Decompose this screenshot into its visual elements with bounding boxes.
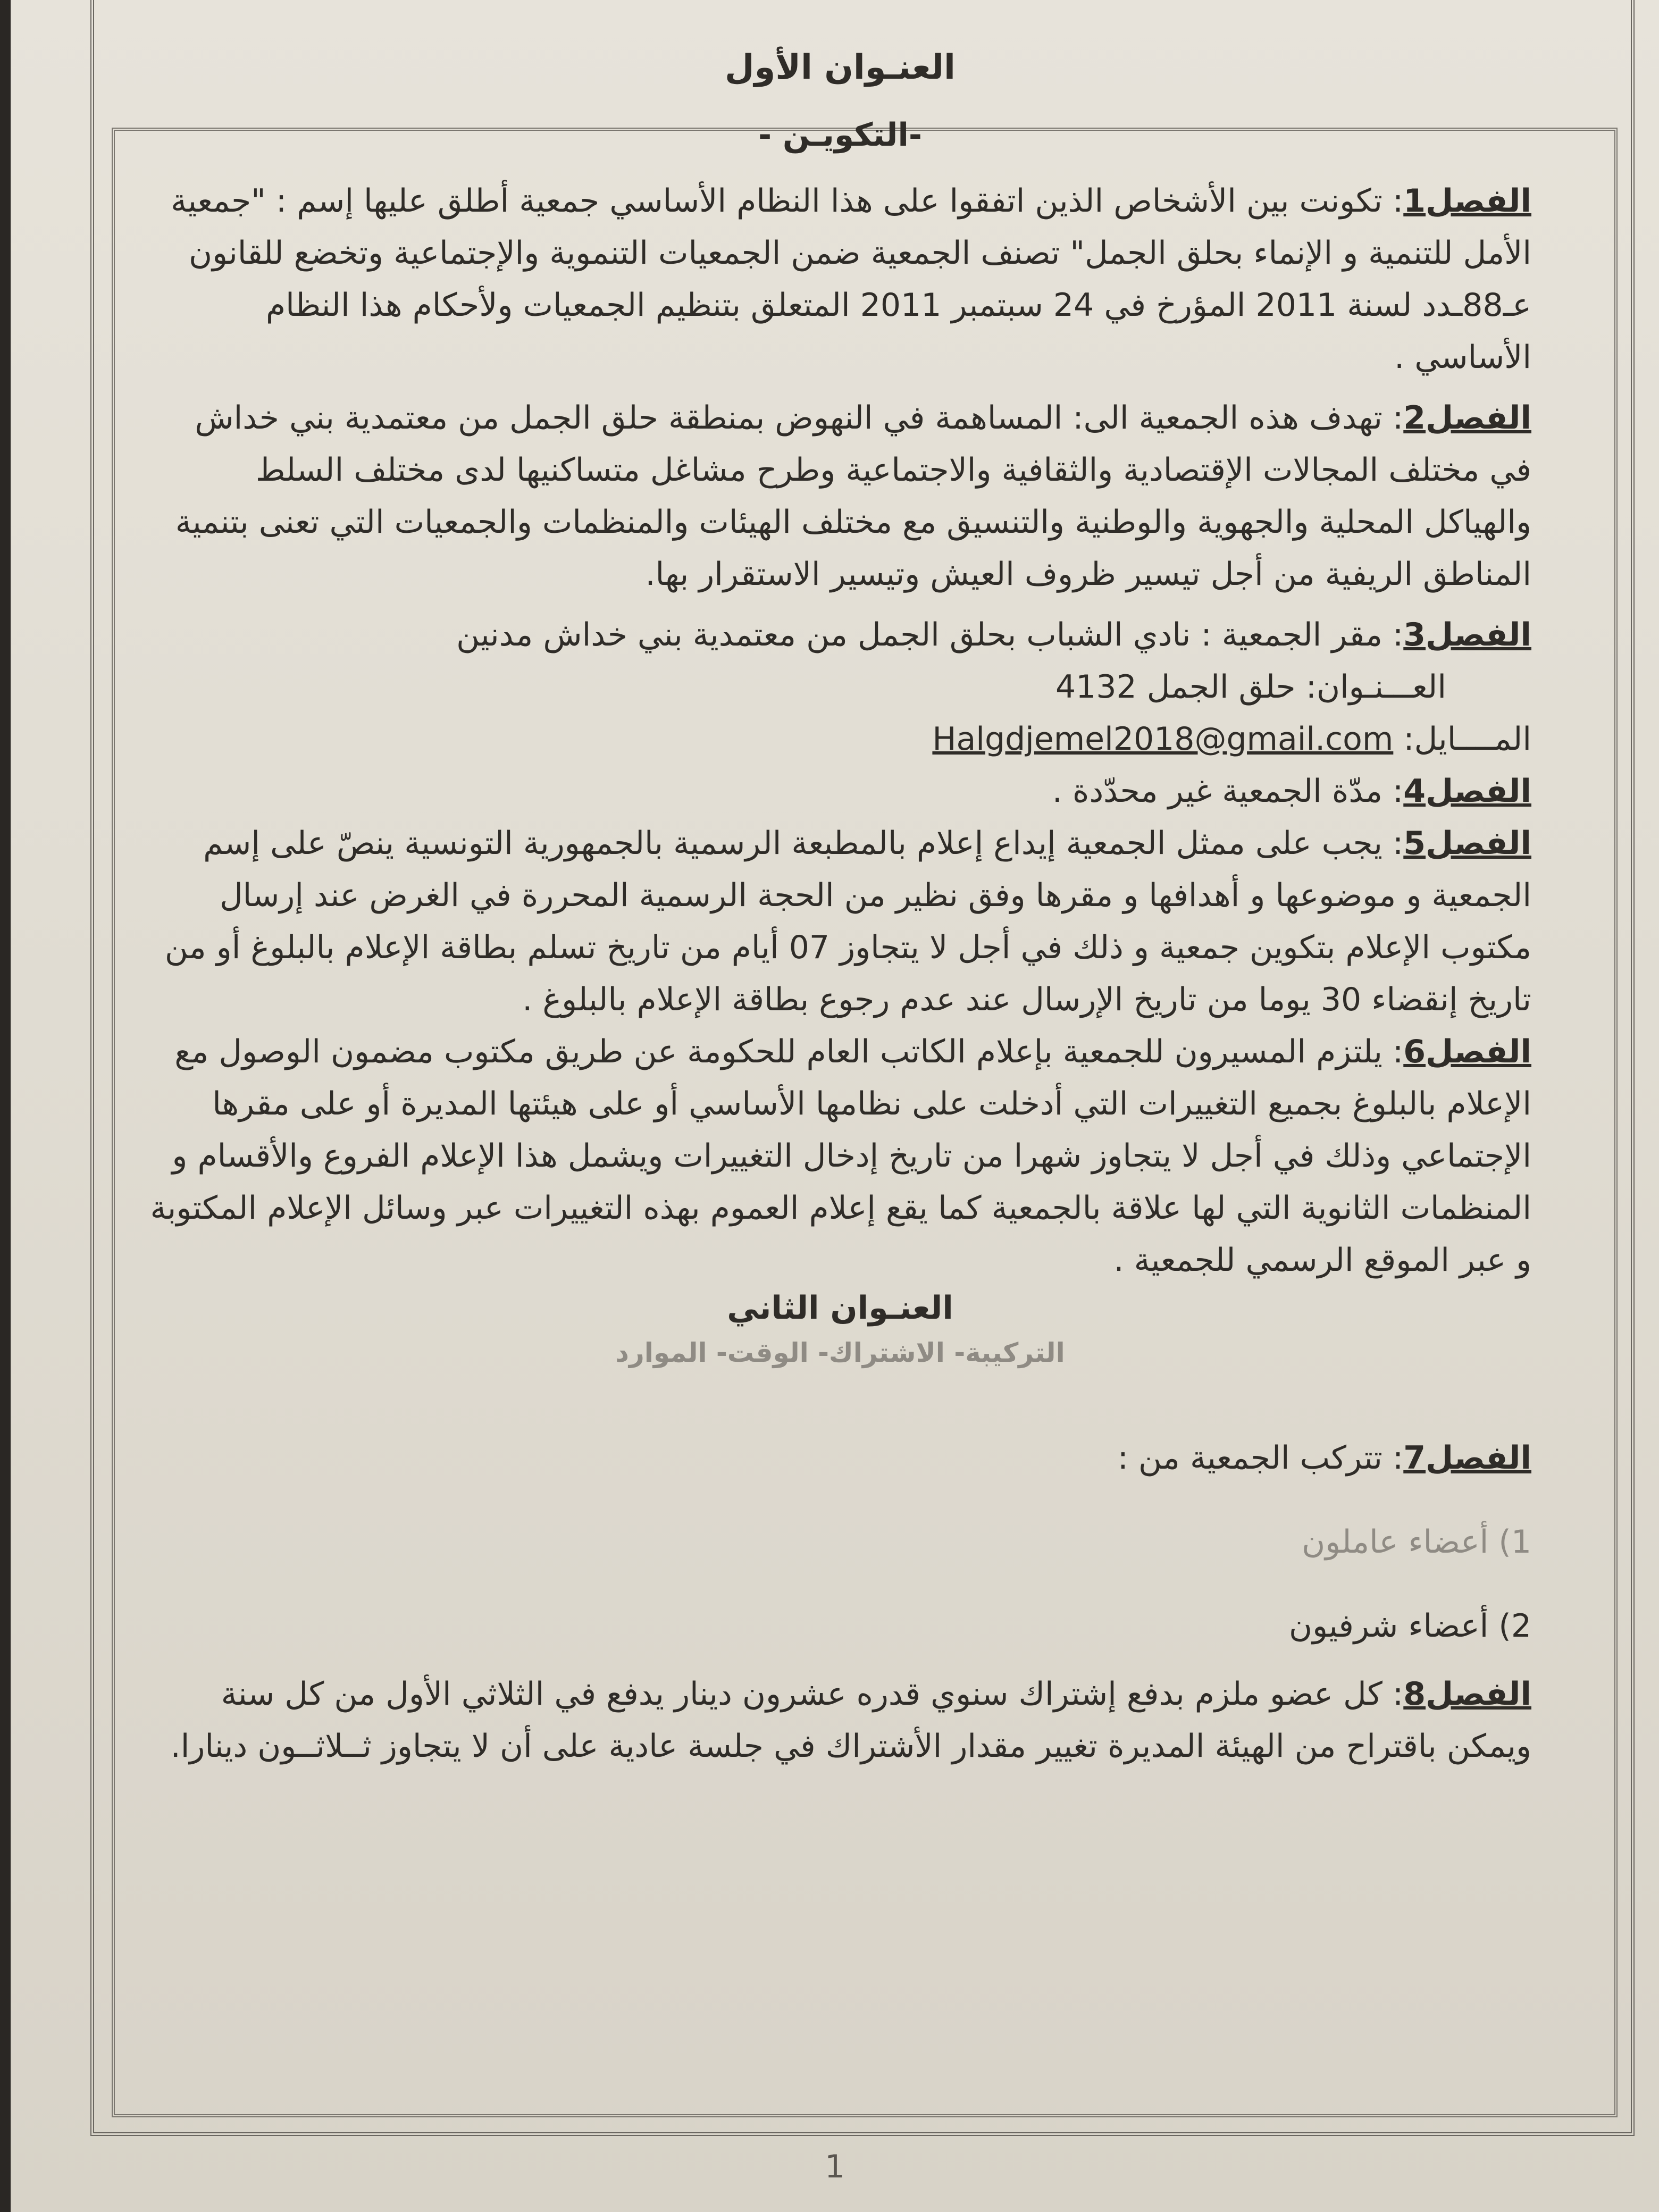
address-line xyxy=(149,661,1531,713)
chapter-text: : تهدف هذه الجمعية الى: المساهمة في النهوض بمنطقة حلق الجمل من معتمدية بني خداش في مختلف المجالات الإقتصادية والثقافية والاجتماعية وطرح مشاغل متساكنيها لدى مختلف السلط والهياكل المحلية والجهوية والوطنية والتنسيق مع مختلف الهيئات والمنظمات والجمعيات التي تعنى بتنمية المناطق الريفية من أجل تيسير ظروف العيش وتيسير الاستقرار بها. xyxy=(175,399,1531,593)
chapter-8 xyxy=(149,1668,1531,1772)
chapter-label: الفصل1 xyxy=(1403,182,1531,220)
title-2: العنـوان الثاني xyxy=(727,1289,953,1327)
chapter-4 xyxy=(149,765,1531,817)
mail-label: المــــايل: xyxy=(1403,720,1531,758)
chapter-6 xyxy=(149,1026,1531,1286)
chapter-label: الفصل3 xyxy=(1403,616,1531,653)
document-sheet xyxy=(11,0,1659,2212)
subtitle-2: التركيبة- الاشتراك- الوقت- الموارد xyxy=(615,1337,1065,1368)
email-link[interactable]: Halgdjemel2018@gmail.com xyxy=(932,720,1394,758)
chapter-1 xyxy=(149,175,1531,383)
address-value: حلق الجمل 4132 xyxy=(1055,668,1296,706)
chapter-text: : تتركب الجمعية من : xyxy=(1117,1439,1404,1477)
member-type-2: 2) أعضاء شرفيون xyxy=(1289,1607,1531,1645)
chapter-text: : تكونت بين الأشخاص الذين اتفقوا على هذا النظام الأساسي جمعية أطلق عليها إسم : "جمعية الأمل للتنمية و الإنماء بحلق الجمل" تصنف الجمعية ضمن الجمعيات التنموية والإجتماعية وتخضع للقانون عـ88ـدد لسنة 2011 المؤرخ في 24 سبتمبر 2011 المتعلق بتنظيم الجمعيات ولأحكام هذا النظام الأساسي . xyxy=(171,182,1531,376)
address-label: العـــنـوان: xyxy=(1305,668,1446,706)
chapter-7 xyxy=(149,1432,1531,1484)
chapter-label: الفصل2 xyxy=(1403,399,1531,437)
chapter-text: : مقر الجمعية : نادي الشباب بحلق الجمل من معتمدية بني خداش مدنين xyxy=(456,616,1404,653)
mail-line xyxy=(149,713,1531,765)
title-1: العنـوان الأول xyxy=(725,48,956,87)
chapter-label: الفصل5 xyxy=(1403,825,1531,862)
chapter-label: الفصل4 xyxy=(1403,773,1531,810)
chapter-2 xyxy=(149,392,1531,600)
chapter-3 xyxy=(149,609,1531,661)
subtitle-1: -التكويـن - xyxy=(758,116,922,154)
page-number: 1 xyxy=(824,2148,845,2185)
chapter-label: الفصل8 xyxy=(1403,1675,1531,1713)
chapter-text: : يجب على ممثل الجمعية إيداع إعلام بالمطبعة الرسمية بالجمهورية التونسية ينصّ على إسم الجمعية و موضوعها و أهدافها و مقرها وفق نظير من الحجة الرسمية المحررة في الغرض عند إرسال مكتوب الإعلام بتكوين جمعية و ذلك في أجل لا يتجاوز 07 أيام من تاريخ تسلم بطاقة الإعلام بالبلوغ أو من تاريخ إنقضاء 30 يوما من تاريخ الإرسال عند عدم رجوع بطاقة الإعلام بالبلوغ . xyxy=(164,825,1531,1018)
chapter-text: : مدّة الجمعية غير محدّدة . xyxy=(1052,773,1404,810)
chapter-text: : كل عضو ملزم بدفع إشتراك سنوي قدره عشرون دينار يدفع في الثلاثي الأول من كل سنة ويمكن باقتراح من الهيئة المديرة تغيير مقدار الأشتراك في جلسة عادية على أن لا يتجاوز ثــلاثــون دينارا. xyxy=(170,1675,1531,1765)
document-body xyxy=(149,32,1531,1781)
chapter-5 xyxy=(149,817,1531,1026)
member-type-1: 1) أعضاء عاملون xyxy=(1302,1523,1531,1561)
chapter-text: : يلتزم المسيرون للجمعية بإعلام الكاتب العام للحكومة عن طريق مكتوب مضمون الوصول مع الإعلام بالبلوغ بجميع التغييرات التي أدخلت على نظامها الأساسي أو على هيئتها المديرة أو على مقرها الإجتماعي وذلك في أجل لا يتجاوز شهرا من تاريخ إدخال التغييرات ويشمل هذا الإعلام الفروع والأقسام و المنظمات الثانوية التي لها علاقة بالجمعية كما يقع إعلام العموم بهذه التغييرات عبر وسائل الإعلام المكتوبة و عبر الموقع الرسمي للجمعية . xyxy=(150,1033,1531,1279)
chapter-label: الفصل6 xyxy=(1403,1033,1531,1070)
chapter-label: الفصل7 xyxy=(1403,1439,1531,1477)
